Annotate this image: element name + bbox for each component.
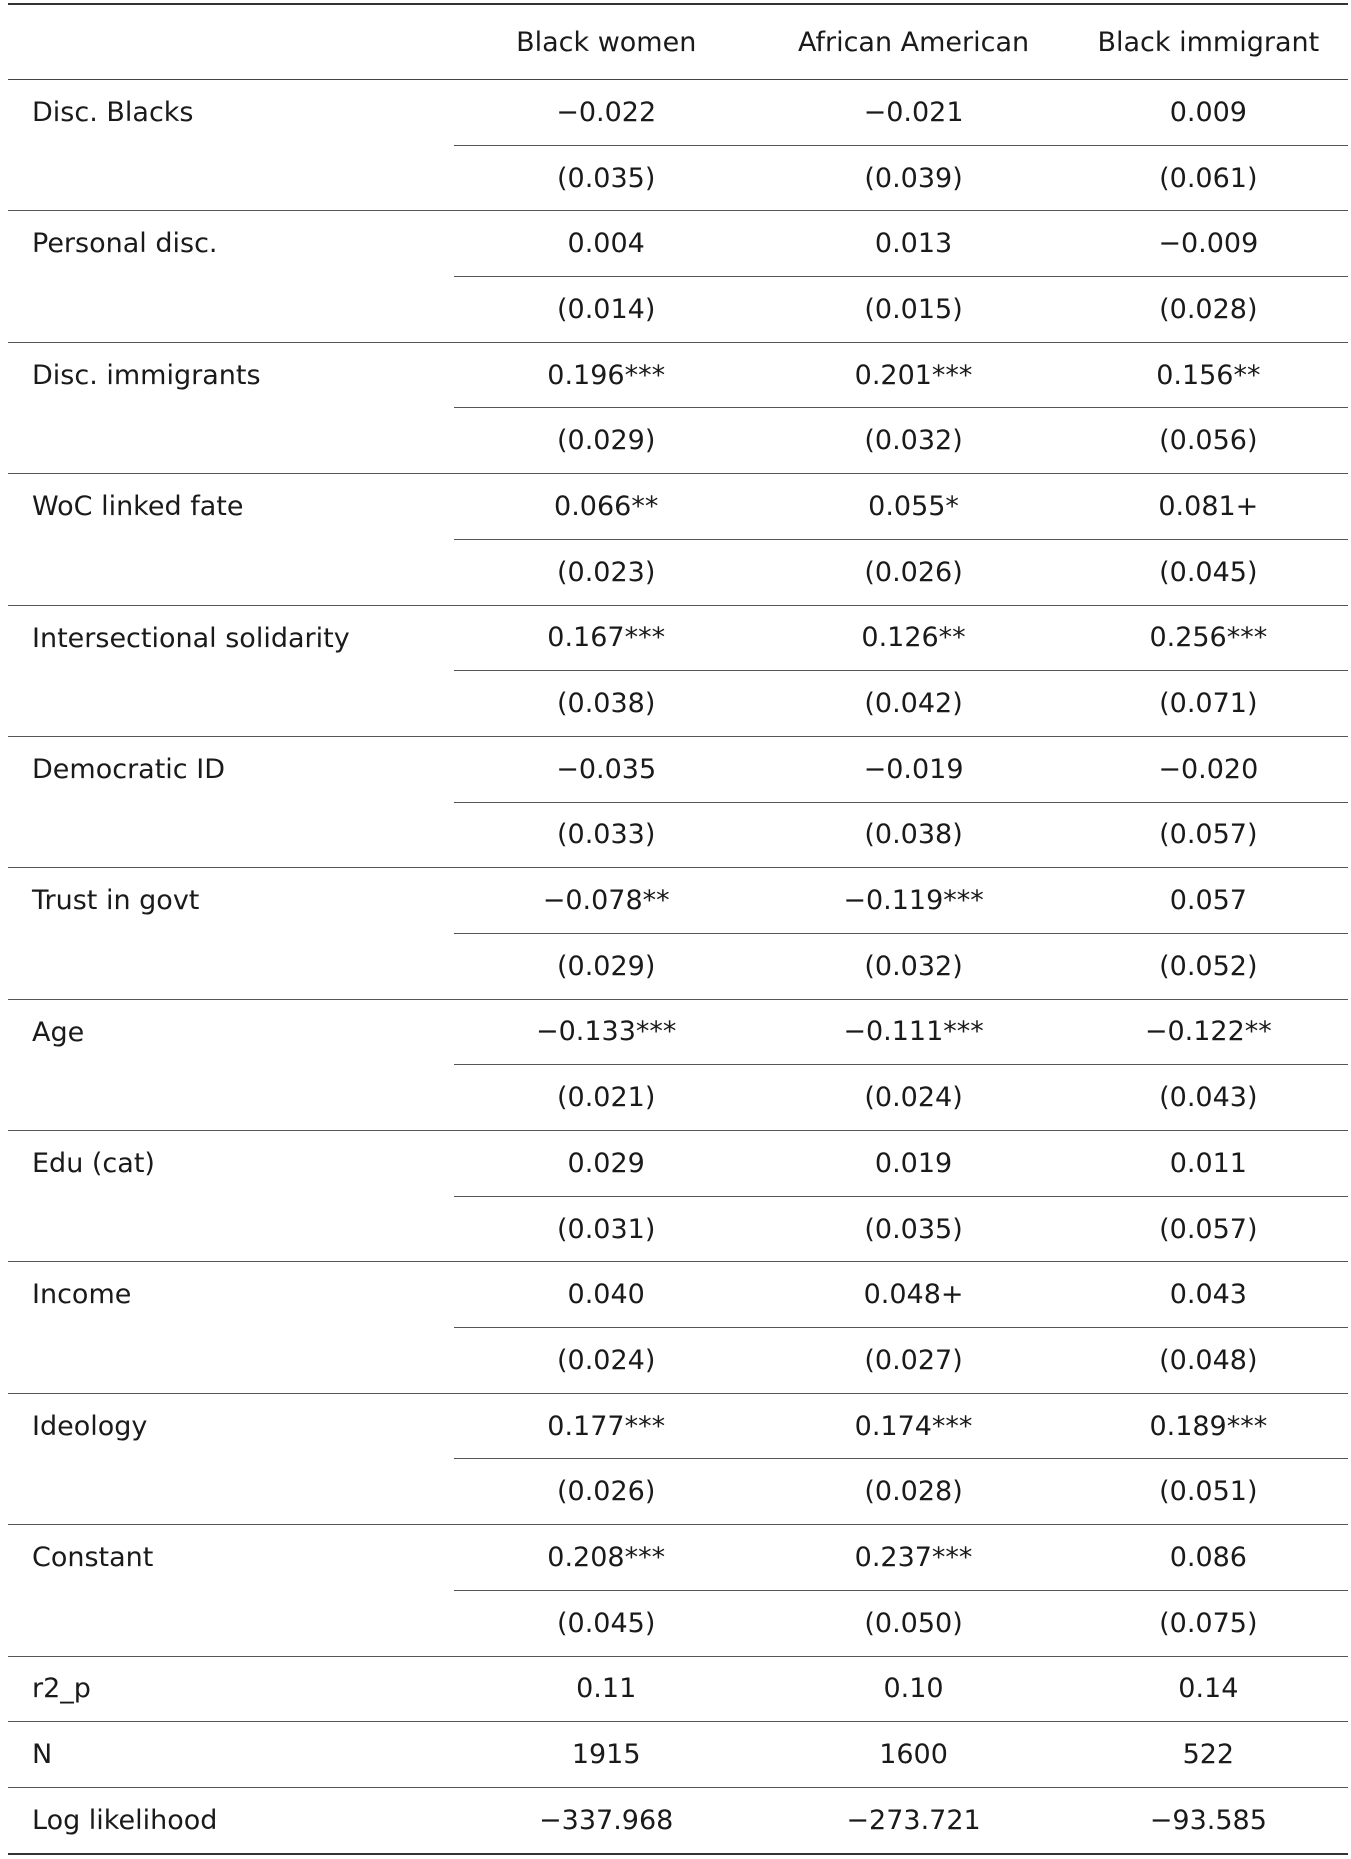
se-cell: (0.042) [758,671,1068,737]
row-label-blank [8,539,454,605]
se-cell: (0.023) [454,539,758,605]
header-row [8,4,1348,80]
table-row-stat [8,1787,1348,1853]
coef-cell: −0.009 [1069,211,1348,277]
row-label-blank [8,1328,454,1394]
se-cell: (0.021) [454,1065,758,1131]
coef-cell: −0.111*** [758,999,1068,1065]
coef-cell: 0.126** [758,605,1068,671]
table-row-se [8,408,1348,474]
se-cell: (0.056) [1069,408,1348,474]
stat-cell: 522 [1069,1722,1348,1788]
coef-cell: −0.119*** [758,868,1068,934]
se-cell: (0.051) [1069,1459,1348,1525]
se-cell: (0.035) [454,145,758,211]
se-cell: (0.071) [1069,671,1348,737]
coef-cell: 0.040 [454,1262,758,1328]
se-cell: (0.028) [1069,277,1348,343]
table-row-se [8,1590,1348,1656]
stat-cell: −273.721 [758,1787,1068,1853]
se-cell: (0.061) [1069,145,1348,211]
se-cell: (0.031) [454,1196,758,1262]
se-cell: (0.039) [758,145,1068,211]
table-row-se [8,277,1348,343]
row-label: Edu (cat) [32,1148,155,1180]
coef-cell: −0.022 [454,80,758,146]
table-row-se [8,1196,1348,1262]
se-cell: (0.035) [758,1196,1068,1262]
se-cell: (0.014) [454,277,758,343]
row-label: Democratic ID [32,753,225,785]
coef-cell: 0.237*** [758,1525,1068,1591]
header-african-american: African American [758,4,1068,80]
coef-cell: 0.013 [758,211,1068,277]
table-row-coef [8,1525,1348,1591]
stat-label: Log likelihood [8,1787,454,1853]
coef-cell: 0.043 [1069,1262,1348,1328]
stat-cell: −93.585 [1069,1787,1348,1853]
stat-cell: 0.10 [758,1656,1068,1722]
table-row-se [8,671,1348,737]
table-row-coef [8,1393,1348,1459]
regression-table [8,3,1348,1855]
row-label: Disc. Blacks [32,97,194,129]
se-cell: (0.048) [1069,1328,1348,1394]
se-cell: (0.027) [758,1328,1068,1394]
row-label: Intersectional solidarity [32,622,350,654]
stat-label: N [8,1722,454,1788]
stat-cell: 0.11 [454,1656,758,1722]
coef-cell: 0.196*** [454,342,758,408]
coef-cell: 0.048+ [758,1262,1068,1328]
header-black-women: Black women [454,4,758,80]
coef-cell: 0.057 [1069,868,1348,934]
table-row-coef [8,999,1348,1065]
table-body [8,80,1348,1854]
se-cell: (0.045) [454,1590,758,1656]
table-row-coef [8,605,1348,671]
table-row-coef [8,80,1348,146]
row-label-blank [8,277,454,343]
table-row-se [8,1328,1348,1394]
se-cell: (0.032) [758,933,1068,999]
coef-cell: 0.009 [1069,80,1348,146]
se-cell: (0.029) [454,933,758,999]
se-cell: (0.052) [1069,933,1348,999]
coef-cell: 0.019 [758,1131,1068,1197]
coef-cell: 0.011 [1069,1131,1348,1197]
coef-cell: 0.055* [758,474,1068,540]
se-cell: (0.045) [1069,539,1348,605]
se-cell: (0.015) [758,277,1068,343]
coef-cell: 0.081+ [1069,474,1348,540]
coef-cell: 0.201*** [758,342,1068,408]
header-blank [8,4,454,80]
coef-cell: −0.019 [758,736,1068,802]
table-row-se [8,933,1348,999]
row-label: Personal disc. [32,228,218,260]
table-row-se [8,145,1348,211]
se-cell: (0.024) [758,1065,1068,1131]
se-cell: (0.033) [454,802,758,868]
coef-cell: −0.021 [758,80,1068,146]
coef-cell: 0.177*** [454,1393,758,1459]
coef-cell: 0.066** [454,474,758,540]
table-row-coef [8,211,1348,277]
coef-cell: 0.189*** [1069,1393,1348,1459]
stat-cell: 1915 [454,1722,758,1788]
se-cell: (0.032) [758,408,1068,474]
se-cell: (0.043) [1069,1065,1348,1131]
se-cell: (0.075) [1069,1590,1348,1656]
coef-cell: −0.133*** [454,999,758,1065]
table-row-coef [8,868,1348,934]
coef-cell: −0.122** [1069,999,1348,1065]
table-row-coef [8,1262,1348,1328]
coef-cell: −0.078** [454,868,758,934]
coef-cell: −0.035 [454,736,758,802]
row-label-blank [8,145,454,211]
row-label: WoC linked fate [32,491,244,523]
table-row-coef [8,1131,1348,1197]
coef-cell: 0.086 [1069,1525,1348,1591]
row-label-blank [8,1065,454,1131]
coef-cell: 0.004 [454,211,758,277]
table-row-se [8,802,1348,868]
row-label: Trust in govt [32,885,200,917]
coef-cell: 0.174*** [758,1393,1068,1459]
row-label-blank [8,408,454,474]
row-label-blank [8,1590,454,1656]
se-cell: (0.050) [758,1590,1068,1656]
row-label: Disc. immigrants [32,359,261,391]
header-black-immigrant: Black immigrant [1069,4,1348,80]
coef-cell: 0.256*** [1069,605,1348,671]
stat-cell: 0.14 [1069,1656,1348,1722]
se-cell: (0.026) [454,1459,758,1525]
se-cell: (0.029) [454,408,758,474]
stat-cell: 1600 [758,1722,1068,1788]
se-cell: (0.024) [454,1328,758,1394]
se-cell: (0.038) [454,671,758,737]
coef-cell: 0.029 [454,1131,758,1197]
se-cell: (0.026) [758,539,1068,605]
table-row-stat [8,1656,1348,1722]
table-row-coef [8,342,1348,408]
se-cell: (0.038) [758,802,1068,868]
table-row-se [8,1065,1348,1131]
row-label: Ideology [32,1410,148,1442]
row-label: Constant [32,1542,154,1574]
stat-label: r2_p [8,1656,454,1722]
coef-cell: 0.208*** [454,1525,758,1591]
table-row-coef [8,736,1348,802]
row-label-blank [8,1196,454,1262]
table-row-coef [8,474,1348,540]
coef-cell: −0.020 [1069,736,1348,802]
row-label-blank [8,933,454,999]
coef-cell: 0.167*** [454,605,758,671]
se-cell: (0.057) [1069,1196,1348,1262]
row-label-blank [8,802,454,868]
row-label-blank [8,671,454,737]
se-cell: (0.028) [758,1459,1068,1525]
table-row-se [8,1459,1348,1525]
se-cell: (0.057) [1069,802,1348,868]
table-row-stat [8,1722,1348,1788]
table-row-se [8,539,1348,605]
stat-cell: −337.968 [454,1787,758,1853]
row-label-blank [8,1459,454,1525]
row-label: Income [32,1279,132,1311]
row-label: Age [32,1016,85,1048]
coef-cell: 0.156** [1069,342,1348,408]
